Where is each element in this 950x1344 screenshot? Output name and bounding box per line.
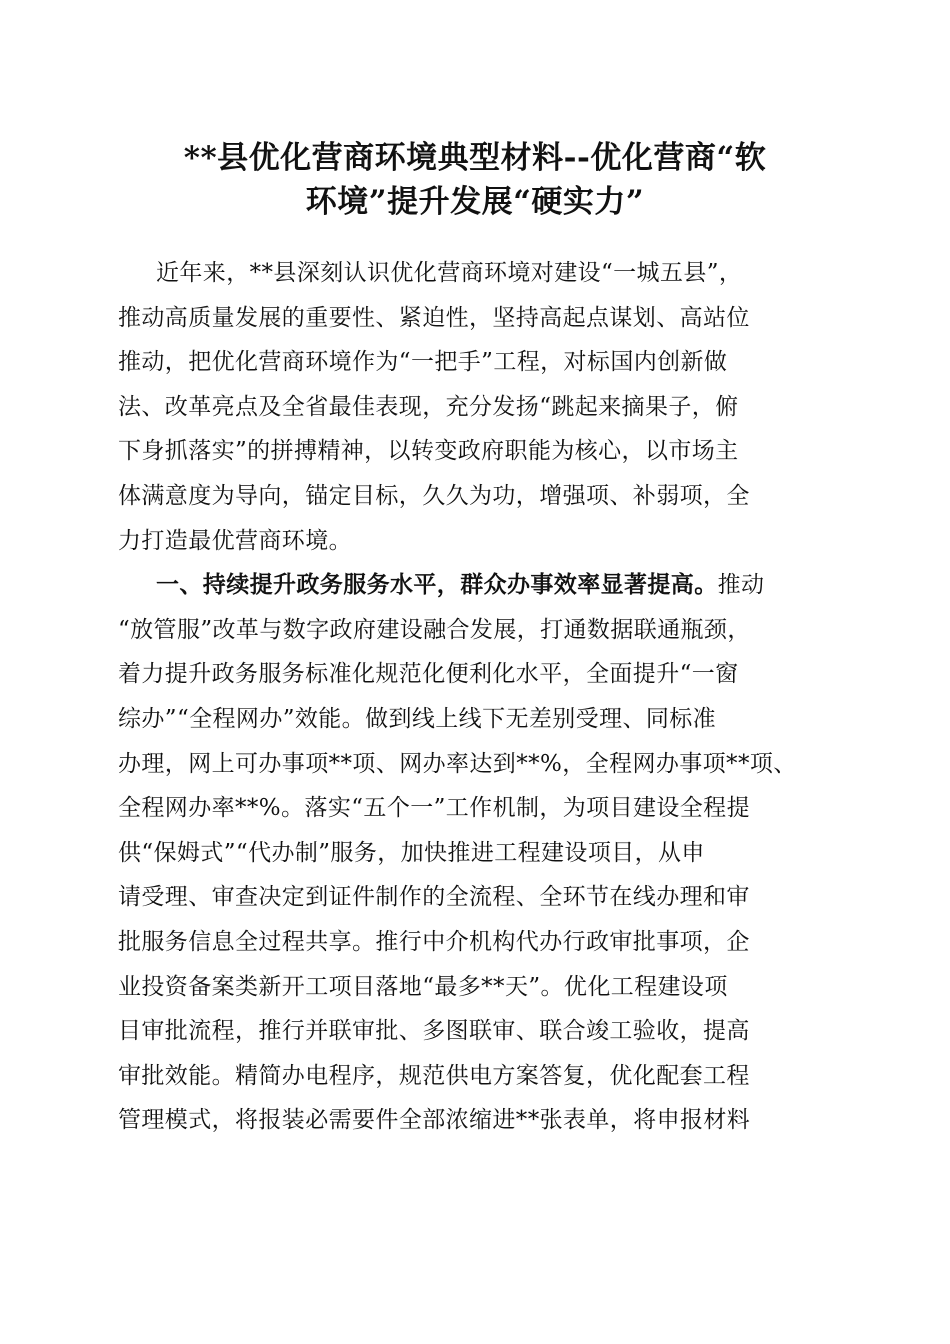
document-body <box>118 251 830 1143</box>
section-1-line-7: 供“保姆式”“代办制”服务，加快推进工程建设项目，从申 <box>118 839 705 866</box>
section-1-line-2: “放管服”改革与数字政府建设融合发展，打通数据联通瓶颈， <box>118 616 751 643</box>
title-line-2: 环境”提升发展“硬实力” <box>305 184 645 220</box>
section-1-line-5: 办理，网上可办事项**项、网办率达到**%，全程网办事项**项、 <box>118 750 797 777</box>
section-1-line-6: 全程网办率**%。落实“五个一”工作机制，为项目建设全程提 <box>118 795 750 822</box>
intro-line-2: 推动高质量发展的重要性、紧迫性，坚持高起点谋划、高站位 <box>118 304 750 331</box>
intro-line-5: 下身抓落实”的拼搏精神，以转变政府职能为核心，以市场主 <box>118 438 739 465</box>
intro-line-6: 体满意度为导向，锚定目标，久久为功，增强项、补弱项，全 <box>118 482 750 509</box>
section-1-first-line-text: 推动 <box>717 572 765 599</box>
section-1-line-8: 请受理、审查决定到证件制作的全流程、全环节在线办理和审 <box>118 884 750 911</box>
intro-line-1: 近年来，**县深刻认识优化营商环境对建设“一城五县”， <box>156 260 743 286</box>
section-1-line-13: 管理模式，将报装必需要件全部浓缩进**张表单，将申报材料 <box>118 1107 751 1134</box>
document-title <box>100 136 850 224</box>
section-1-line-4: 综办”“全程网办”效能。做到线上线下无差别受理、同标准 <box>118 705 717 732</box>
intro-line-4: 法、改革亮点及全省最佳表现，充分发扬“跳起来摘果子，俯 <box>118 393 739 420</box>
intro-line-3: 推动，把优化营商环境作为“一把手”工程，对标国内创新做 <box>118 349 728 376</box>
intro-line-7: 力打造最优营商环境。 <box>118 527 352 554</box>
section-1-first-line <box>118 563 830 608</box>
title-line-1: **县优化营商环境典型材料--优化营商“软 <box>183 140 767 176</box>
intro-paragraph <box>118 251 830 563</box>
section-1-line-3: 着力提升政务服务标准化规范化便利化水平，全面提升“一窗 <box>118 661 739 688</box>
section-1-paragraph <box>118 563 830 1143</box>
section-1-heading: 一、持续提升政务服务水平，群众办事效率显著提高。 <box>156 571 718 599</box>
section-1-line-11: 目审批流程，推行并联审批、多图联审、联合竣工验收，提高 <box>118 1018 750 1045</box>
section-1-line-12: 审批效能。精简办电程序，规范供电方案答复，优化配套工程 <box>118 1062 750 1089</box>
section-1-line-10: 业投资备案类新开工项目落地“最多**天”。优化工程建设项 <box>118 973 728 1000</box>
section-1-line-9: 批服务信息全过程共享。推行中介机构代办行政审批事项，企 <box>118 928 750 955</box>
